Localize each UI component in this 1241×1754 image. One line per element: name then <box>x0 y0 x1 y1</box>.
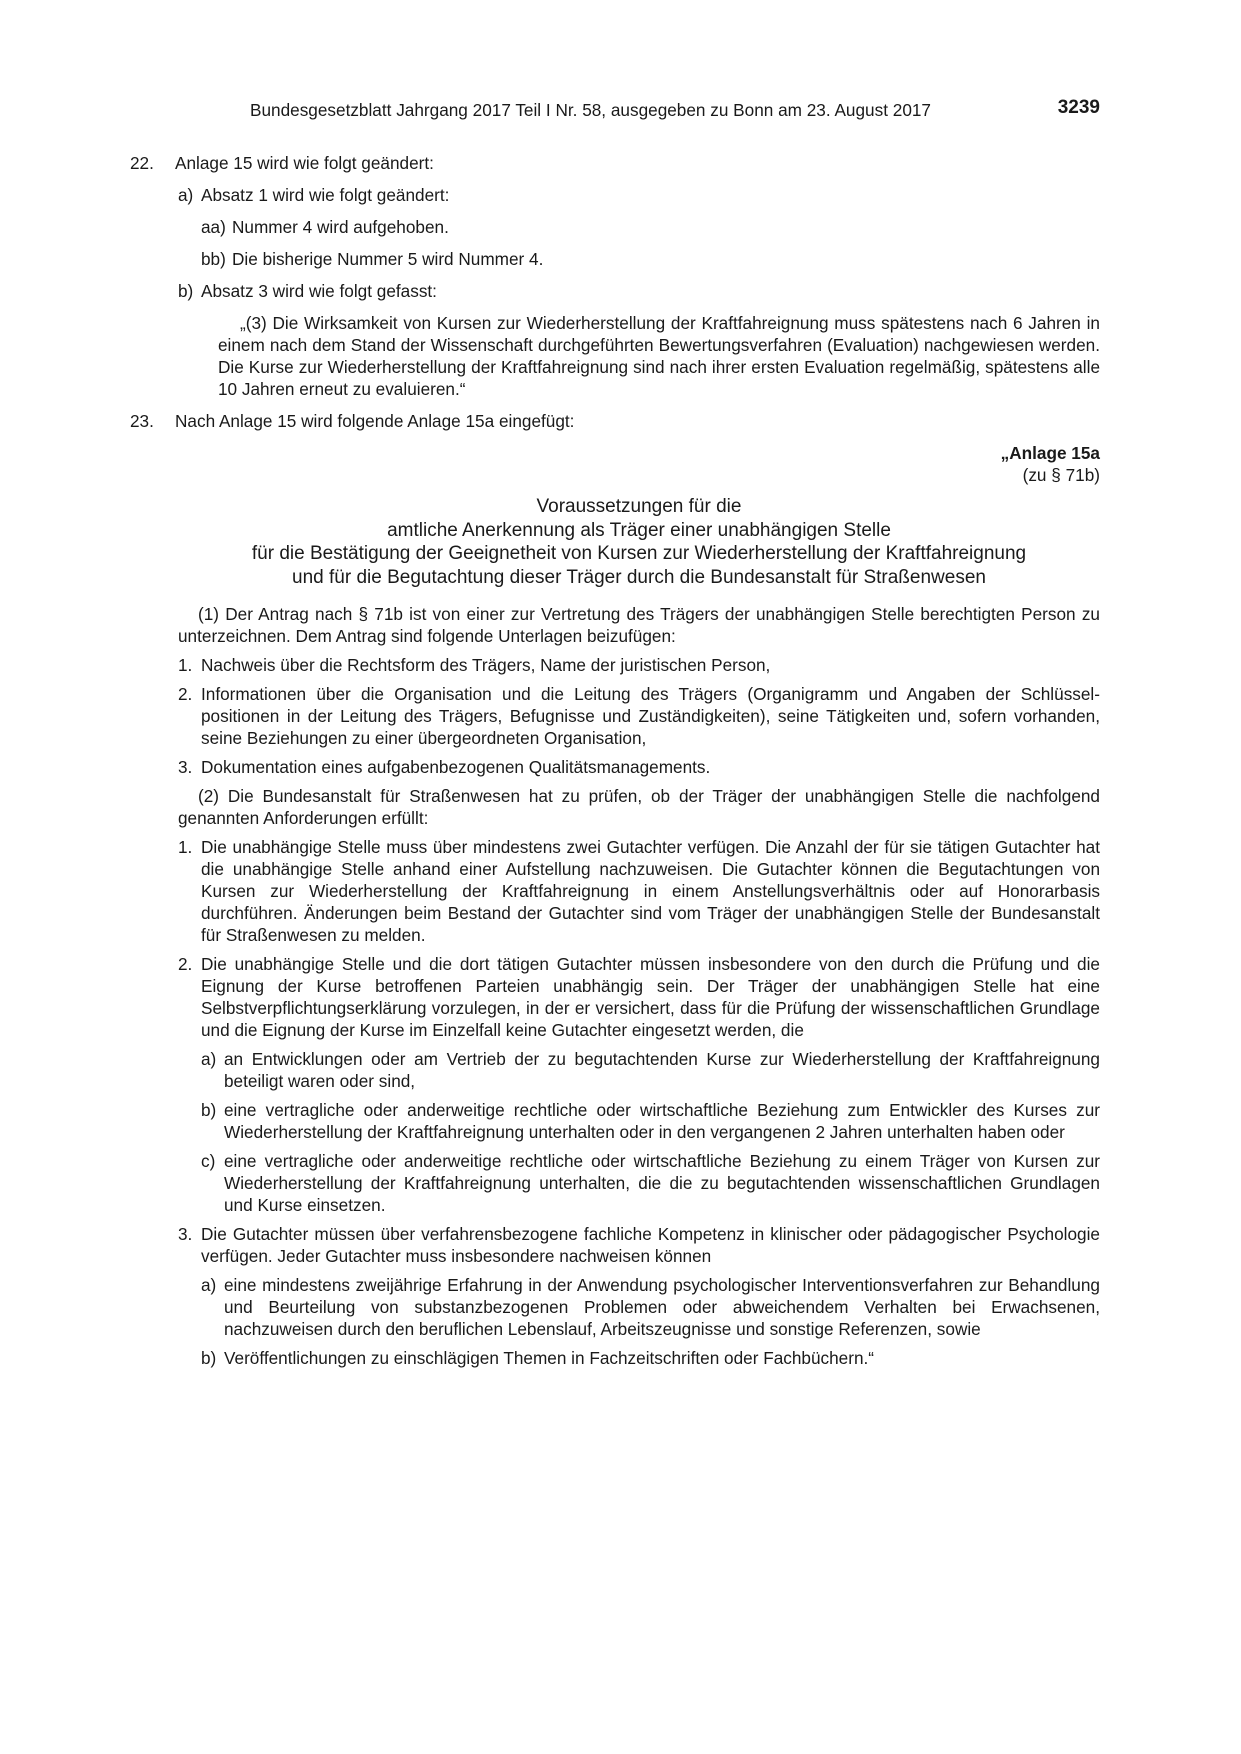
sub-list-item-text: Veröffentlichungen zu einschlägigen Themen in Fachzeitschriften oder Fachbüchern.“ <box>224 1348 875 1368</box>
item-number: 22. <box>130 153 154 173</box>
sub-list-item <box>201 1150 1100 1216</box>
list-item-text: Dokumentation eines aufgabenbezogenen Qualitätsmanagements. <box>201 757 711 777</box>
list-item <box>178 836 1100 946</box>
sub-list-item-label: a) <box>201 1275 217 1295</box>
annex-reference: (zu § 71b) <box>1022 465 1100 485</box>
subitem-label: a) <box>178 185 194 205</box>
subsubitem-bb <box>201 248 1100 270</box>
list-2 <box>178 836 1100 1369</box>
annex-title <box>178 495 1100 589</box>
annex-title-line: amtliche Anerkennung als Träger einer unabhängigen Stelle <box>387 519 891 541</box>
sub-list-item-text: an Entwicklungen oder am Vertrieb der zu begutachtenden Kurse zur Wiederherstellung der Kraftfahreignung beteiligt waren oder sind, <box>224 1049 1100 1091</box>
subsubitem-text: Nummer 4 wird aufgehoben. <box>232 217 449 237</box>
annex-title-line: Voraussetzungen für die <box>536 496 742 517</box>
sub-list-item-text: eine vertragliche oder anderweitige rechtliche oder wirtschaftliche Beziehung zu einem Träger von Kursen zur Wiederherstellung der Kraftfahreignung unterhalten, die die zu begutachtenden wissenschaftlichen Grundlagen und Kurse einsetzen. <box>224 1151 1100 1215</box>
list-item-label: 1. <box>178 837 193 857</box>
item-text: Nach Anlage 15 wird folgende Anlage 15a eingefügt: <box>175 411 575 431</box>
list-item-text: Die unabhängige Stelle und die dort tätigen Gutachter müssen insbesondere von den durch die Prüfung und die Eignung der Kurse betroffenen Parteien unabhängig sein. Der Träger der unabhängigen Stelle hat eine Selbstverpflichtungserklärung vorzulegen, in der er versichert, dass für die Prüfung der wissenschaftlichen Grundlage und die Eignung der Kurse im Einzelfall keine Gutachter eingesetzt werden, die <box>201 954 1100 1040</box>
list-item-label: 2. <box>178 954 193 974</box>
sub-list-item-text: eine mindestens zweijährige Erfahrung in der Anwendung psychologischer Interventionsverfahren zur Behandlung und Beurteilung von substanzbezogenen Problemen oder abweichendem Verhalten bei Erwachsenen, nachzuweisen durch den beruflichen Lebenslauf, Arbeitszeugnisse und sonstige Referenzen, sowie <box>224 1275 1100 1339</box>
sub-list-item-label: a) <box>201 1049 217 1069</box>
list-item-label: 3. <box>178 757 193 777</box>
item-text: Anlage 15 wird wie folgt geändert: <box>175 153 434 173</box>
sub-list-item <box>201 1048 1100 1092</box>
subitem-text: Absatz 3 wird wie folgt gefasst: <box>201 281 437 301</box>
subitem-text: Absatz 1 wird wie folgt geändert: <box>201 185 450 205</box>
sub-list-item-label: c) <box>201 1151 216 1171</box>
running-title: Bundesgesetzblatt Jahrgang 2017 Teil I Nr. 58, ausgegeben zu Bonn am 23. August 2017 <box>250 100 931 120</box>
list-item-label: 1. <box>178 655 193 675</box>
subitem-b <box>178 280 1100 302</box>
list-item <box>178 953 1100 1041</box>
subsubitem-text: Die bisherige Nummer 5 wird Nummer 4. <box>232 249 544 269</box>
paragraph-2: (2) Die Bundesanstalt für Straßenwesen hat zu prüfen, ob der Träger der unabhängigen Stelle die nachfolgend genannten Anforderungen erfüllt: <box>178 786 1100 828</box>
sub-list-item <box>201 1274 1100 1340</box>
list-item <box>178 1223 1100 1267</box>
subitem-a <box>178 184 1100 206</box>
sub-list-item-label: b) <box>201 1100 217 1120</box>
list-item-text: Nachweis über die Rechtsform des Trägers, Name der juristischen Person, <box>201 655 771 675</box>
page-number: 3239 <box>1057 97 1100 118</box>
list-1 <box>178 654 1100 778</box>
annex-title-line: für die Bestätigung der Geeignetheit von Kursen zur Wiederherstellung der Kraftfahreignung <box>251 543 1027 564</box>
subsubitem-label: bb) <box>201 249 226 269</box>
amendment-item-23 <box>130 410 1100 432</box>
list-item-text: Informationen über die Organisation und die Leitung des Trägers (Organigramm und Angaben der Schlüsselpositionen in der Leitung des Trägers, Befugnisse und Zuständigkeiten), seine Tätigkeiten und, sofern vorhanden, seine Beziehungen zu einer übergeordneten Organisation, <box>201 684 1100 748</box>
list-item <box>178 654 1100 676</box>
list-item-label: 2. <box>178 684 193 704</box>
list-item-text: Die Gutachter müssen über verfahrensbezogene fachliche Kompetenz in klinischer oder pädagogischer Psychologie verfügen. Jeder Gutachter muss insbesondere nachweisen können <box>201 1224 1100 1266</box>
list-item-text: Die unabhängige Stelle muss über mindestens zwei Gutachter verfügen. Die Anzahl der für sie tätigen Gutachter hat die unabhängige Stelle anhand einer Aufstellung nachzuweisen. Die Gutachter können die Begutachtungen von Kursen zur Wiederherstellung der Kraftfahreignung in einem Anstellungsverhältnis oder auf Honorarbasis durchführen. Änderungen beim Bestand der Gutachter sind vom Träger der unabhängigen Stelle der Bundesanstalt für Straßenwesen zu melden. <box>201 837 1100 945</box>
list-item <box>178 756 1100 778</box>
subsubitem-label: aa) <box>201 217 226 237</box>
page-header <box>250 99 1100 123</box>
quoted-paragraph: „(3) Die Wirksamkeit von Kursen zur Wiederherstellung der Kraftfahreignung muss spätestens nach 6 Jahren in einem nach dem Stand der Wissenschaft durchgeführten Bewertungsverfahren (Evaluation) nachgewiesen werden. Die Kurse zur Wiederherstellung der Kraftfahreignung sind nach ihrer ersten Evaluation regelmäßig, spätestens alle 10 Jahren erneut zu evaluieren.“ <box>218 313 1100 399</box>
subitem-label: b) <box>178 281 194 301</box>
amendment-item-22 <box>130 152 1100 400</box>
sub-list-item <box>201 1347 1100 1369</box>
subsubitem-aa <box>201 216 1100 238</box>
sub-list-item <box>201 1099 1100 1143</box>
annex-title-line: und für die Begutachtung dieser Träger durch die Bundesanstalt für Straßenwesen <box>292 566 986 588</box>
page-body <box>130 152 1100 1369</box>
sub-list-item-label: b) <box>201 1348 217 1368</box>
paragraph-1: (1) Der Antrag nach § 71b ist von einer zur Vertretung des Trägers der unabhängigen Stelle berechtigten Person zu unterzeichnen. Dem Antrag sind folgende Unterlagen beizufügen: <box>178 604 1100 646</box>
list-item-label: 3. <box>178 1224 193 1244</box>
annex-heading: „Anlage 15a <box>1000 443 1100 463</box>
item-number: 23. <box>130 411 154 431</box>
sub-list-item-text: eine vertragliche oder anderweitige rechtliche oder wirtschaftliche Beziehung zum Entwickler des Kurses zur Wiederherstellung der Kraftfahreignung unterhalten oder in den vergangenen 2 Jahren unterhalten haben oder <box>224 1100 1100 1142</box>
list-item <box>178 683 1100 749</box>
